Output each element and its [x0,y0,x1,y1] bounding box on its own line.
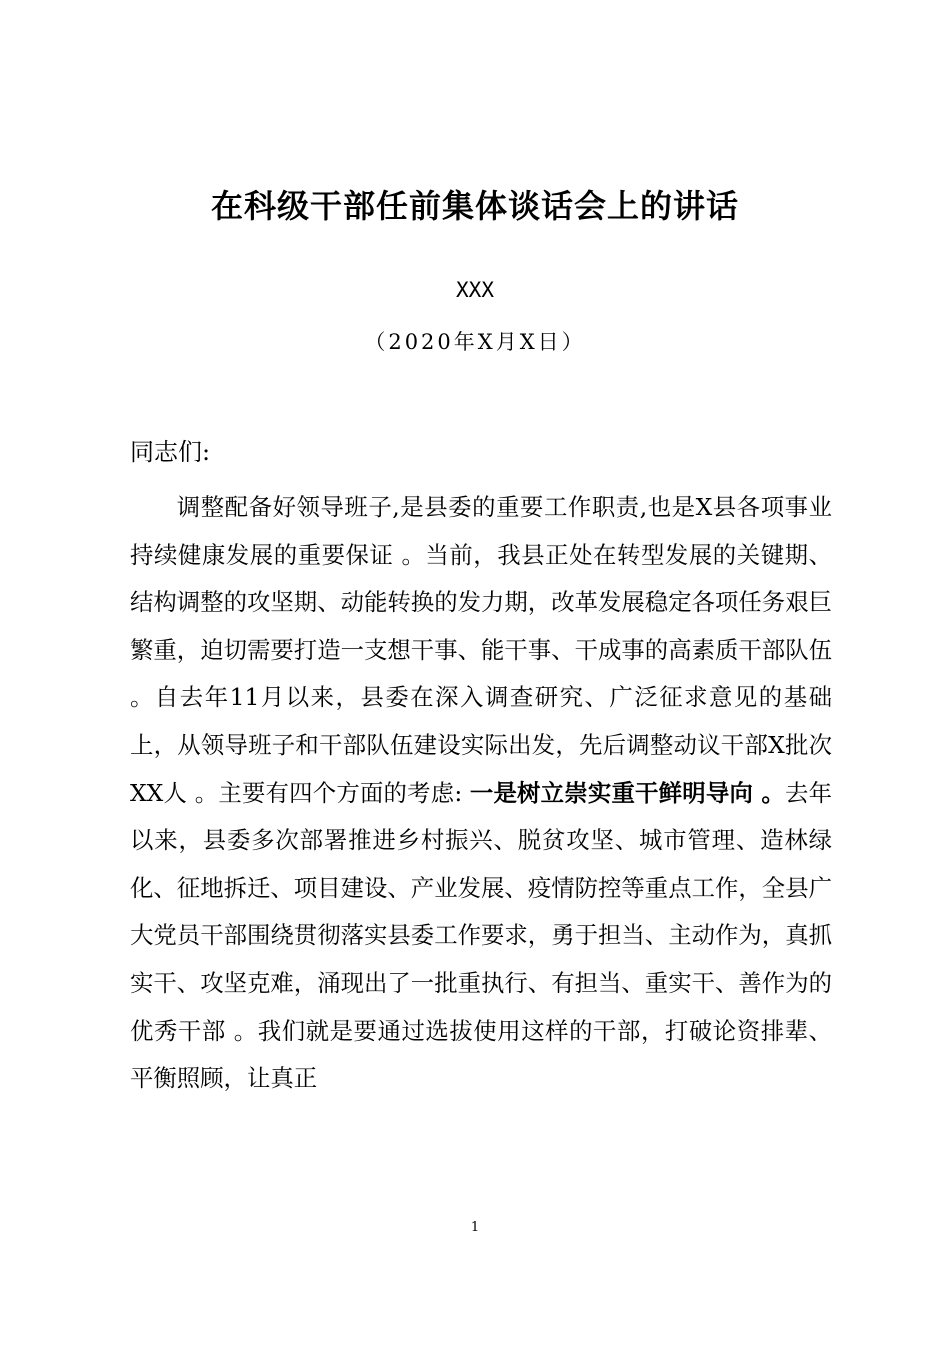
document-date: （2020年X月X日） [364,330,586,354]
document-title: 在科级干部任前集体谈话会上的讲话 [210,187,739,225]
body-paragraph [130,484,832,1103]
paragraph-text-part2: 去年以来，县委多次部署推进乡村振兴、脱贫攻坚、城市管理、造林绿化、征地拆迁、项目建设、产业发展、疫情防控等重点工作，全县广大党员干部围绕贯彻落实县委工作要求，勇于担当、主动作为，真抓实干、攻坚克难，涌现出了一批重执行、有担当、重实干、善作为的优秀干部 。我们就是要通过选拔使用这样的干部，打破论资排辈、平衡照顾，让真正 [130,778,832,1093]
salutation: 同志们: [130,438,211,466]
paragraph-bold-point: 一是树立崇实重干鲜明导向 。 [469,778,785,807]
paragraph-text-part1: 调整配备好领导班子,是县委的重要工作职责,也是X县各项事业持续健康发展的重要保证 。当前，我县正处在转型发展的关键期、结构调整的攻坚期、动能转换的发力期，改革发展稳定各项任务艰巨繁重，迫切需要打造一支想干事、能干事、干成事的高素质干部队伍 。自去年11月以来，县委在深入调查研究、广泛征求意见的基础上，从领导班子和干部队伍建设实际出发，先后调整动议干部X批次XX人 。主要有四个方面的考虑: [130,493,832,807]
document-author: XXX [456,278,494,302]
page-number: 1 [470,1220,480,1235]
